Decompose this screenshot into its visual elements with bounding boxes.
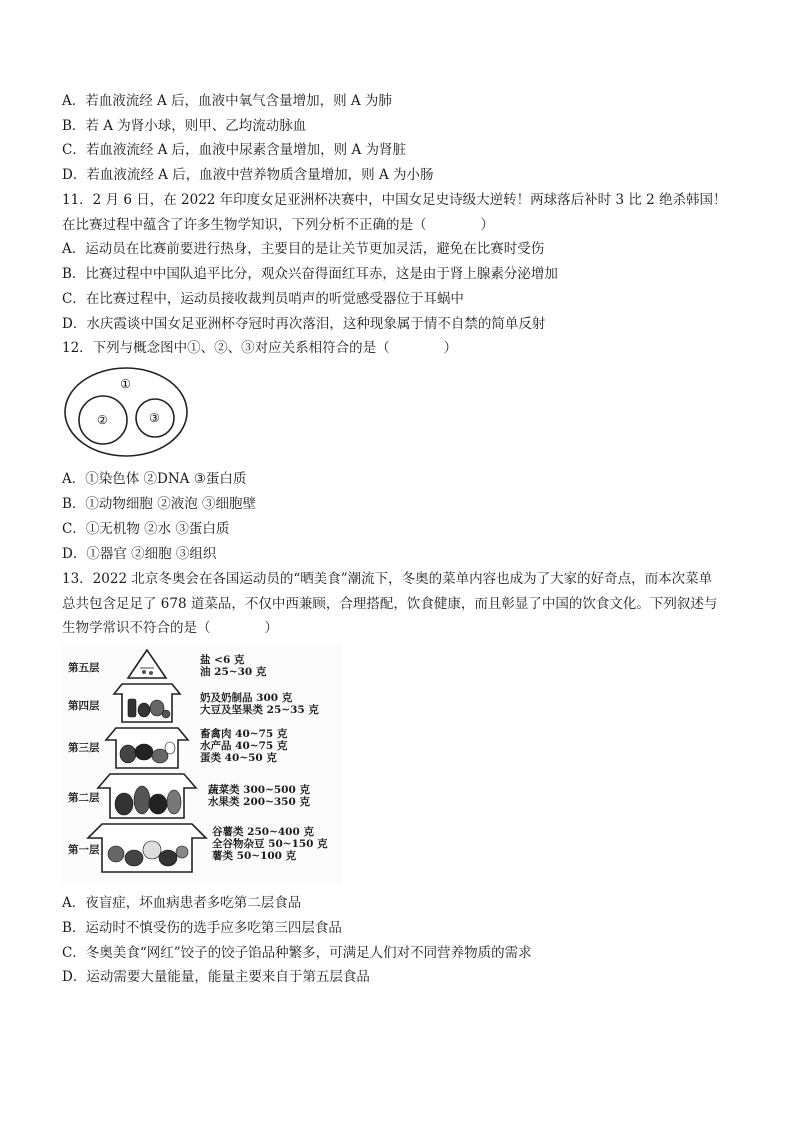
q12-option-d: D．①器官 ②细胞 ③组织 — [62, 546, 217, 562]
pyramid-level3-text: 畜禽肉 40~75 克 水产品 40~75 克 蛋类 40~50 克 — [200, 728, 288, 764]
pyramid-level1-text: 谷薯类 250~400 克 全谷物杂豆 50~150 克 薯类 50~100 克 — [212, 826, 328, 862]
q13-stem-line1: 13．2022 北京冬奥会在各国运动员的“晒美食”潮流下，冬奥的菜单内容也成为了大家的好奇点，而本次菜单 — [62, 571, 713, 587]
q13-option-a: A．夜盲症，坏血病患者多吃第二层食品 — [62, 895, 302, 911]
q11-stem-line1: 11．2 月 6 日，在 2022 年印度女足亚洲杯决赛中，中国女足史诗级大逆转！两球落后补时 3 比 2 绝杀韩国！ — [62, 192, 727, 208]
q11-option-d: D．水庆霞谈中国女足亚洲杯夺冠时再次落泪，这种现象属于情不自禁的简单反射 — [62, 316, 546, 332]
q10-option-c: C．若血液流经 A 后，血液中尿素含量增加，则 A 为肾脏 — [62, 142, 406, 158]
pyramid-level4-text: 奶及奶制品 300 克 大豆及坚果类 25~35 克 — [200, 692, 319, 716]
diagram-label-3: ③ — [149, 411, 160, 425]
pyramid-level2-text: 蔬菜类 300~500 克 水果类 200~350 克 — [208, 784, 310, 808]
pyramid-level4-label: 第四层 — [68, 700, 100, 712]
q13-option-d: D．运动需要大量能量，能量主要来自于第五层食品 — [62, 969, 370, 985]
q12-option-b: B．①动物细胞 ②液泡 ③细胞壁 — [62, 496, 257, 512]
concept-diagram — [62, 364, 190, 460]
q10-option-b: B．若 A 为肾小球，则甲、乙均流动脉血 — [62, 118, 307, 134]
pyramid-level5-text: 盐 <6 克 油 25~30 克 — [200, 654, 267, 678]
q12-option-c: C．①无机物 ②水 ③蛋白质 — [62, 521, 230, 537]
q11-stem-line2: 在比赛过程中蕴含了许多生物学知识，下列分析不正确的是（ ） — [62, 217, 494, 233]
diagram-label-1: ① — [120, 377, 131, 391]
q10-option-a: A．若血液流经 A 后，血液中氧气含量增加，则 A 为肺 — [62, 93, 392, 109]
pyramid-level2-label: 第二层 — [68, 792, 100, 804]
pyramid-level1-label: 第一层 — [68, 844, 100, 856]
q12-stem: 12．下列与概念图中①、②、③对应关系相符合的是（ ） — [62, 340, 458, 356]
food-pyramid — [62, 644, 342, 884]
q11-option-a: A．运动员在比赛前要进行热身，主要目的是让关节更加灵活，避免在比赛时受伤 — [62, 241, 545, 257]
q12-option-a: A．①染色体 ②DNA ③蛋白质 — [62, 471, 247, 487]
q10-option-d: D．若血液流经 A 后，血液中营养物质含量增加，则 A 为小肠 — [62, 167, 434, 183]
pyramid-level5-shape — [128, 650, 166, 678]
q13-stem-line3: 生物学常识不符合的是（ ） — [62, 620, 278, 636]
q13-stem-line2: 总共包含足足了 678 道菜品，不仅中西兼顾，合理搭配，饮食健康，而且彰显了中国的饮食文化。下列叙述与 — [62, 596, 718, 612]
pyramid-level5-label: 第五层 — [68, 662, 100, 674]
pyramid-level3-label: 第三层 — [68, 742, 100, 754]
q13-option-c: C．冬奥美食“网红”饺子的饺子馅品种繁多，可满足人们对不同营养物质的需求 — [62, 945, 532, 961]
q11-option-c: C．在比赛过程中，运动员接收裁判员哨声的听觉感受器位于耳蜗中 — [62, 291, 464, 307]
q11-option-b: B．比赛过程中中国队追平比分，观众兴奋得面红耳赤，这是由于肾上腺素分泌增加 — [62, 266, 558, 282]
diagram-label-2: ② — [97, 413, 108, 427]
q13-option-b: B．运动时不慎受伤的选手应多吃第三四层食品 — [62, 920, 342, 936]
